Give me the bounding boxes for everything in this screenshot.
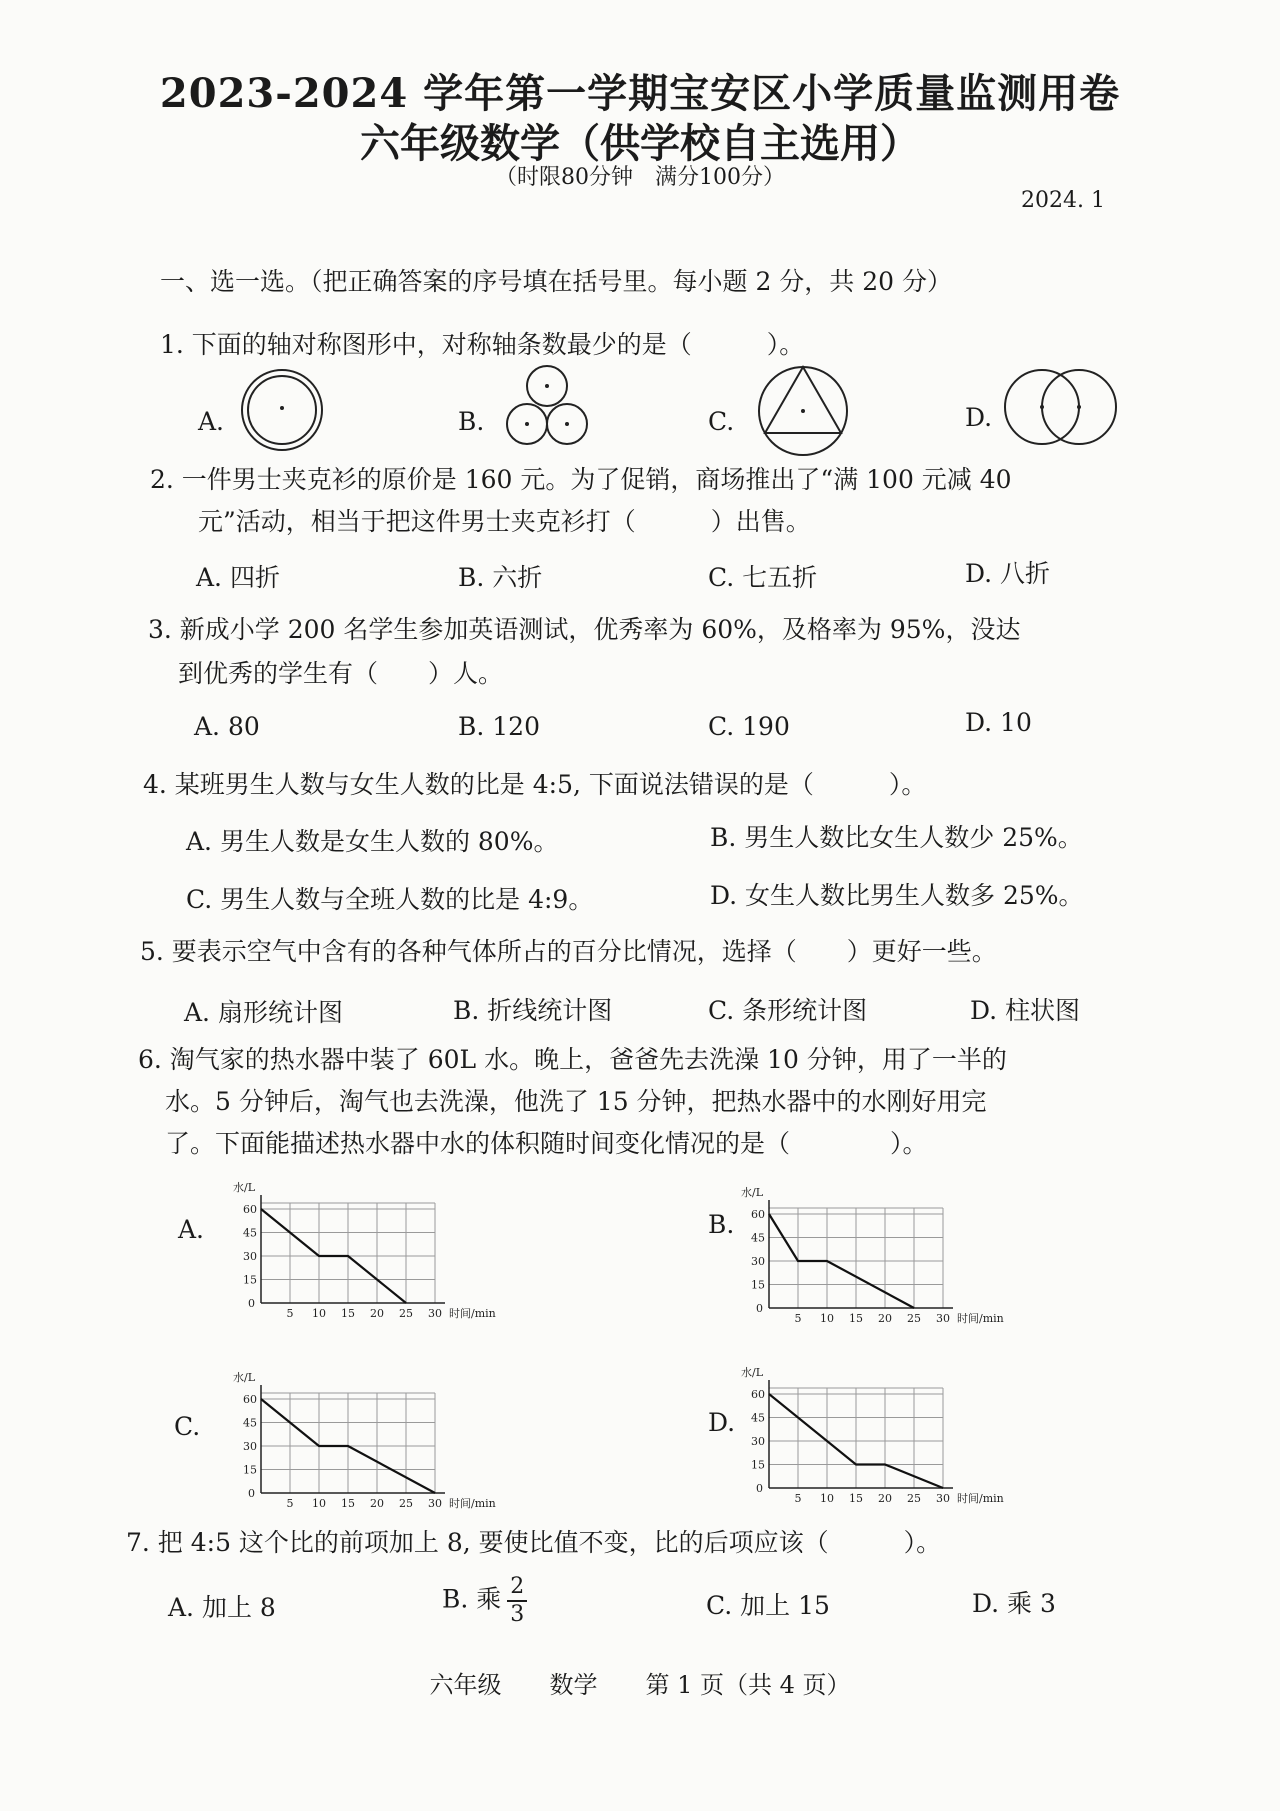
- x-axis-label: 时间/min: [957, 1312, 1004, 1325]
- y-tick-label: 30: [243, 1250, 257, 1263]
- q1-option-c: C.: [708, 407, 735, 436]
- y-tick-label: 45: [751, 1411, 765, 1425]
- y-tick-label: 60: [243, 1203, 257, 1216]
- x-tick-label: 25: [399, 1497, 413, 1510]
- q5-option-b: B. 折线统计图: [453, 996, 613, 1025]
- x-tick-label: 5: [286, 1497, 294, 1510]
- q5-option-c: C. 条形统计图: [708, 996, 868, 1025]
- y-tick-label: 60: [243, 1393, 257, 1406]
- q2-stem-line1: 2. 一件男士夹克衫的原价是 160 元。为了促销，商场推出了“满 100 元减 40: [150, 465, 1012, 494]
- x-tick-label: 10: [312, 1307, 326, 1320]
- q6-option-a: A.: [178, 1215, 205, 1244]
- origin-label: 0: [756, 1302, 763, 1315]
- q3-option-d: D. 10: [965, 708, 1032, 737]
- x-tick-label: 25: [907, 1492, 921, 1505]
- y-tick-label: 15: [243, 1463, 257, 1477]
- y-tick-label: 30: [751, 1435, 765, 1448]
- exam-title-line1: 2023-2024 学年第一学期宝安区小学质量监测用卷: [159, 70, 1121, 117]
- x-tick-label: 10: [820, 1312, 834, 1325]
- q1-figure-c: [755, 363, 851, 459]
- origin-label: 0: [248, 1297, 255, 1310]
- y-tick-label: 30: [243, 1440, 257, 1453]
- exam-subtitle: （时限80分钟 满分100分）: [495, 165, 785, 190]
- x-axis-label: 时间/min: [957, 1492, 1004, 1505]
- q1-stem: 1. 下面的轴对称图形中，对称轴条数最少的是（ ）。: [160, 330, 805, 359]
- y-tick-label: 15: [751, 1278, 765, 1292]
- x-tick-label: 5: [794, 1492, 802, 1505]
- x-tick-label: 25: [907, 1312, 921, 1325]
- x-tick-label: 20: [370, 1497, 384, 1510]
- y-axis-label: 水/L: [741, 1366, 764, 1379]
- q7-option-c: C. 加上 15: [706, 1591, 830, 1620]
- x-axis-label: 时间/min: [449, 1307, 496, 1320]
- q1-figure-a: [238, 365, 328, 455]
- y-axis-label: 水/L: [233, 1371, 256, 1384]
- exam-date: 2024. 1: [1021, 188, 1105, 213]
- y-tick-label: 15: [243, 1273, 257, 1287]
- origin-label: 0: [756, 1482, 763, 1495]
- q6-option-d: D.: [708, 1408, 736, 1437]
- y-tick-label: 45: [243, 1226, 257, 1240]
- section1-heading: 一、选一选。（把正确答案的序号填在括号里。每小题 2 分，共 20 分）: [160, 267, 953, 296]
- q6-option-c: C.: [174, 1412, 201, 1441]
- q3-option-b: B. 120: [458, 712, 540, 741]
- q7-option-a: A. 加上 8: [168, 1593, 276, 1622]
- q1-figure-b: [500, 362, 594, 456]
- q2-option-d: D. 八折: [965, 559, 1051, 588]
- q3-option-a: A. 80: [194, 712, 260, 741]
- q7-option-d: D. 乘 3: [972, 1589, 1056, 1618]
- x-tick-label: 20: [878, 1312, 892, 1325]
- q7-option-b-fraction: [507, 1574, 527, 1628]
- x-tick-label: 5: [794, 1312, 802, 1325]
- x-tick-label: 20: [878, 1492, 892, 1505]
- q1-option-a: A.: [198, 407, 225, 436]
- x-tick-label: 15: [341, 1307, 355, 1320]
- q7-stem: 7. 把 4:5 这个比的前项加上 8, 要使比值不变，比的后项应该（ ）。: [126, 1528, 942, 1557]
- y-axis-label: 水/L: [233, 1181, 256, 1194]
- x-tick-label: 10: [820, 1492, 834, 1505]
- x-tick-label: 20: [370, 1307, 384, 1320]
- q1-option-d: D.: [965, 403, 993, 432]
- q3-stem-line2: 到优秀的学生有（ ）人。: [178, 659, 504, 688]
- q7-option-b: [442, 1574, 527, 1628]
- q3-option-c: C. 190: [708, 712, 790, 741]
- y-tick-label: 30: [751, 1255, 765, 1268]
- q6-option-b: B.: [708, 1210, 735, 1239]
- y-tick-label: 15: [751, 1458, 765, 1472]
- x-tick-label: 15: [849, 1492, 863, 1505]
- q1-figure-d: [1002, 366, 1120, 450]
- x-tick-label: 5: [286, 1307, 294, 1320]
- q5-stem: 5. 要表示空气中含有的各种气体所占的百分比情况，选择（ ）更好一些。: [140, 937, 997, 966]
- q2-option-b: B. 六折: [458, 563, 543, 592]
- q6-chart-c: [225, 1365, 515, 1515]
- y-tick-label: 45: [243, 1416, 257, 1430]
- q1-option-b: B.: [458, 407, 485, 436]
- q6-stem-line2: 水。5 分钟后，淘气也去洗澡，他洗了 15 分钟，把热水器中的水刚好用完: [165, 1087, 987, 1116]
- q2-option-a: A. 四折: [196, 563, 280, 592]
- y-axis-label: 水/L: [741, 1186, 764, 1199]
- q2-option-c: C. 七五折: [708, 563, 818, 592]
- q4-option-b: B. 男生人数比女生人数少 25%。: [710, 823, 1083, 852]
- x-tick-label: 15: [849, 1312, 863, 1325]
- q6-chart-d: [733, 1360, 1023, 1510]
- y-tick-label: 60: [751, 1388, 765, 1401]
- x-tick-label: 10: [312, 1497, 326, 1510]
- x-tick-label: 15: [341, 1497, 355, 1510]
- q3-stem-line1: 3. 新成小学 200 名学生参加英语测试，优秀率为 60%，及格率为 95%，没达: [148, 615, 1021, 644]
- fraction-denominator: 3: [510, 1602, 525, 1627]
- q6-chart-a: [225, 1175, 515, 1325]
- exam-title-line2: 六年级数学（供学校自主选用）: [360, 120, 920, 167]
- q4-option-c: C. 男生人数与全班人数的比是 4:9。: [186, 885, 594, 914]
- q4-option-d: D. 女生人数比男生人数多 25%。: [710, 881, 1084, 910]
- q4-stem: 4. 某班男生人数与女生人数的比是 4:5, 下面说法错误的是（ ）。: [143, 770, 927, 799]
- fraction-numerator: 2: [507, 1574, 527, 1602]
- y-tick-label: 45: [751, 1231, 765, 1245]
- x-tick-label: 30: [936, 1492, 950, 1505]
- page-footer: 六年级 数学 第 1 页（共 4 页）: [429, 1671, 851, 1699]
- x-tick-label: 30: [936, 1312, 950, 1325]
- q4-option-a: A. 男生人数是女生人数的 80%。: [186, 827, 559, 856]
- x-tick-label: 25: [399, 1307, 413, 1320]
- x-tick-label: 30: [428, 1497, 442, 1510]
- q6-chart-b: [733, 1180, 1023, 1330]
- q5-option-d: D. 柱状图: [970, 996, 1081, 1025]
- q6-stem-line3: 了。下面能描述热水器中水的体积随时间变化情况的是（ ）。: [165, 1129, 928, 1158]
- q6-stem-line1: 6. 淘气家的热水器中装了 60L 水。晚上，爸爸先去洗澡 10 分钟，用了一半的: [138, 1045, 1007, 1074]
- x-tick-label: 30: [428, 1307, 442, 1320]
- q7-option-b-label: B. 乘: [442, 1584, 502, 1614]
- q5-option-a: A. 扇形统计图: [184, 998, 343, 1027]
- origin-label: 0: [248, 1487, 255, 1500]
- x-axis-label: 时间/min: [449, 1497, 496, 1510]
- q2-stem-line2: 元”活动，相当于把这件男士夹克衫打（ ）出售。: [198, 507, 811, 536]
- y-tick-label: 60: [751, 1208, 765, 1221]
